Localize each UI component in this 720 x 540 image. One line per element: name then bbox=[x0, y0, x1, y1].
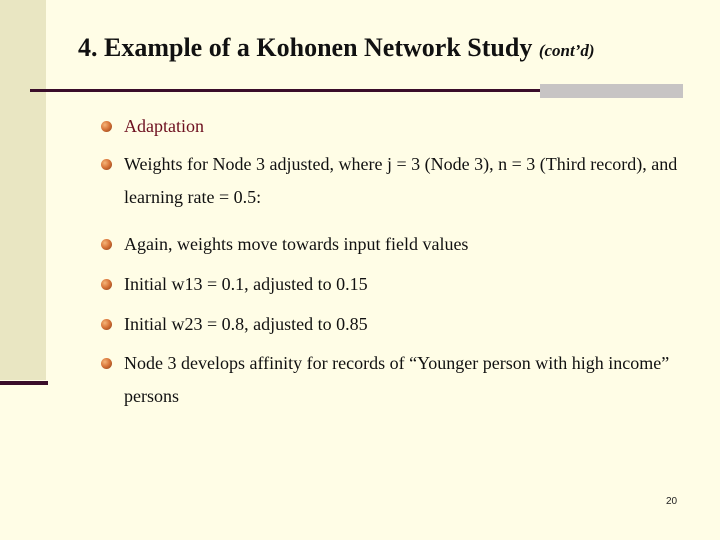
page-number: 20 bbox=[666, 496, 678, 507]
bullet-text: Initial w13 = 0.1, adjusted to 0.15 bbox=[124, 274, 368, 294]
title-main: 4. Example of a Kohonen Network Study bbox=[78, 33, 539, 62]
bullet-icon bbox=[101, 159, 112, 170]
bullet-text: Weights for Node 3 adjusted, where j = 3 (Node 3), n = 3 (Third record), and learning rate = 0.5: bbox=[124, 154, 678, 207]
bullet-icon bbox=[101, 279, 112, 290]
bullet-text: Adaptation bbox=[124, 116, 204, 136]
title-cont: (cont’d) bbox=[538, 41, 595, 60]
bullet-text: Initial w23 = 0.8, adjusted to 0.85 bbox=[124, 314, 368, 334]
bullet-icon bbox=[101, 358, 112, 369]
bullet-icon bbox=[101, 239, 112, 250]
bullet-text: Again, weights move towards input field values bbox=[124, 234, 469, 254]
bullet-icon bbox=[101, 121, 112, 132]
bullet-text: Node 3 develops affinity for records of “Younger person with high income” persons bbox=[124, 353, 670, 406]
bullet-icon bbox=[101, 319, 112, 330]
